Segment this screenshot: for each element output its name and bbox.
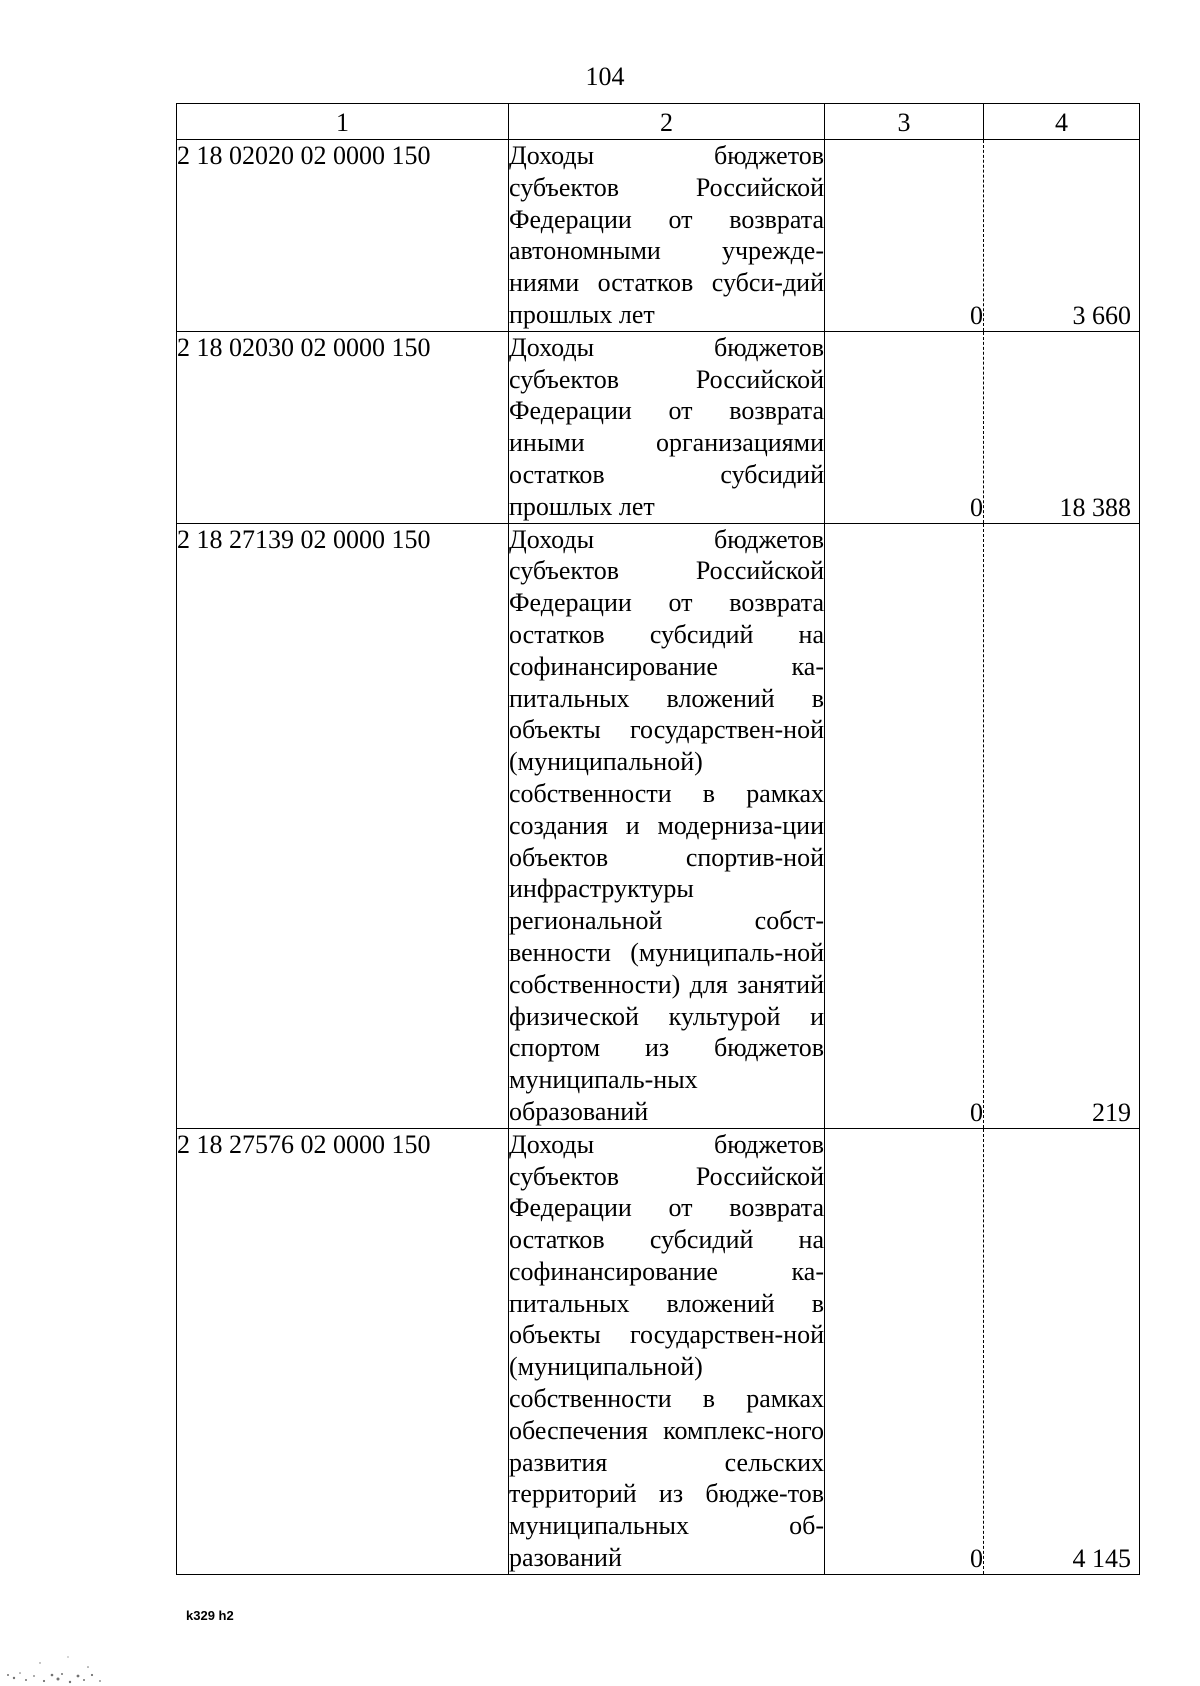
budget-code-cell: 2 18 02020 02 0000 150	[177, 140, 509, 332]
value-col4-cell: 3 660	[984, 140, 1140, 332]
value-col3-cell: 0	[825, 140, 984, 332]
table-row	[177, 331, 1140, 523]
description-cell: Доходы бюджетов субъектов Российской Федерации от возврата иными организациями остатков субсидий прошлых лет	[509, 331, 825, 523]
value-col4-cell: 219	[984, 523, 1140, 1128]
column-header: 3	[825, 104, 984, 140]
page-number: 104	[585, 62, 625, 91]
table-row	[177, 140, 1140, 332]
table-header-row	[177, 104, 1140, 140]
description-cell: Доходы бюджетов субъектов Российской Федерации от возврата остатков субсидий на софинансирование ка-питальных вложений в объекты государствен-ной (муниципальной) собственности в рамках создания и модерниза-ции объектов спортив-ной инфраструктуры региональной собст-венности (муниципаль-ной собственности) для занятий физической культурой и спортом из бюджетов муниципаль-ных образований	[509, 523, 825, 1128]
value-col3-cell: 0	[825, 1128, 984, 1574]
table-row	[177, 523, 1140, 1128]
budget-code-cell: 2 18 27139 02 0000 150	[177, 523, 509, 1128]
scan-noise-mark	[0, 1645, 120, 1686]
document-footer-code: k329 h2	[186, 1608, 234, 1623]
description-cell: Доходы бюджетов субъектов Российской Федерации от возврата остатков субсидий на софинансирование ка-питальных вложений в объекты государствен-ной (муниципальной) собственности в рамках обеспечения комплекс-ного развития сельских территорий из бюдже-тов муниципальных об-разований	[509, 1128, 825, 1574]
value-col4-cell: 4 145	[984, 1128, 1140, 1574]
value-col3-cell: 0	[825, 523, 984, 1128]
value-col3-cell: 0	[825, 331, 984, 523]
column-header: 4	[984, 104, 1140, 140]
description-cell: Доходы бюджетов субъектов Российской Федерации от возврата автономными учрежде-ниями остатков субси-дий прошлых лет	[509, 140, 825, 332]
value-col4-cell: 18 388	[984, 331, 1140, 523]
column-header: 1	[177, 104, 509, 140]
table-row	[177, 1128, 1140, 1574]
revenue-table	[176, 103, 1140, 1575]
budget-code-cell: 2 18 02030 02 0000 150	[177, 331, 509, 523]
column-header: 2	[509, 104, 825, 140]
budget-code-cell: 2 18 27576 02 0000 150	[177, 1128, 509, 1574]
